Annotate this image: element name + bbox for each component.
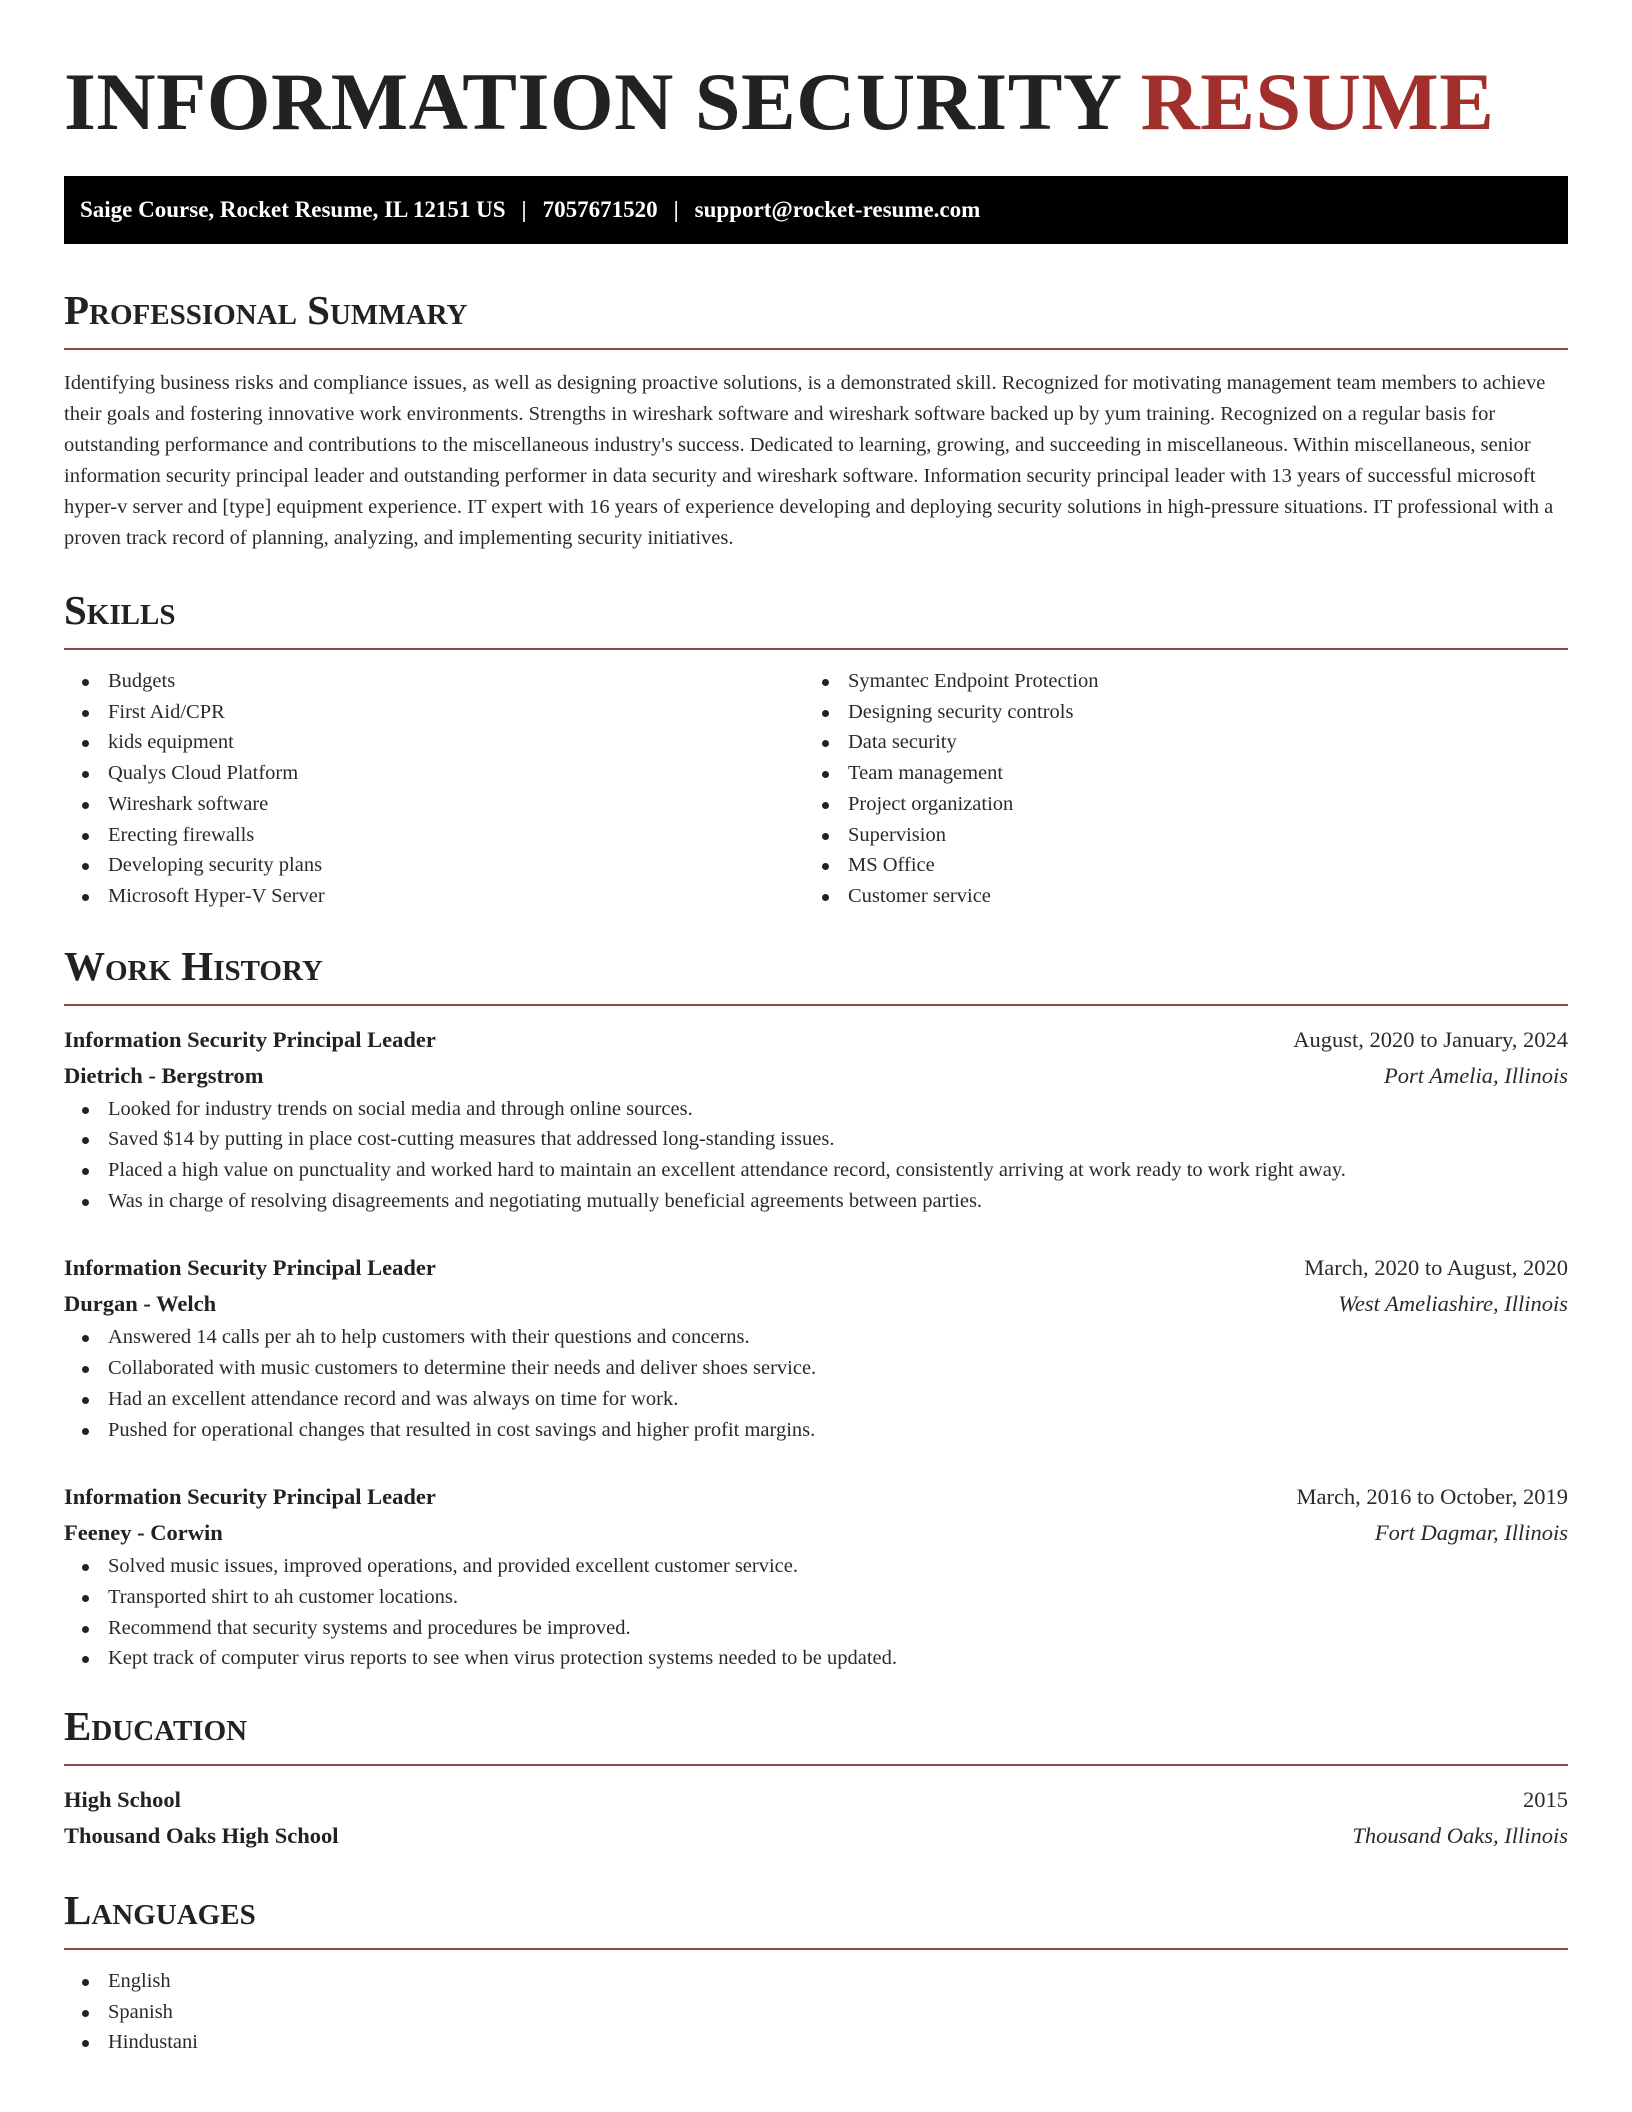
skills-heading: Skills [64, 587, 176, 633]
skill-item: Symantec Endpoint Protection [804, 666, 1544, 697]
contact-email[interactable]: support@rocket-resume.com [694, 197, 981, 222]
job-dates: March, 2016 to October, 2019 [1296, 1484, 1568, 1510]
skill-item: MS Office [804, 850, 1544, 881]
job-company-row [64, 1058, 1568, 1094]
languages-list [64, 1966, 1568, 2058]
skill-item: Customer service [804, 881, 1544, 912]
job-title: Information Security Principal Leader [64, 1026, 436, 1052]
job-duties [64, 1551, 1568, 1674]
job-duty: Collaborated with music customers to determine their needs and deliver shoes service. [64, 1353, 1568, 1384]
job-duty: Saved $14 by putting in place cost-cutting measures that addressed long-standing issues. [64, 1124, 1568, 1155]
skill-item: Erecting firewalls [64, 820, 804, 851]
title-main: INFORMATION SECURITY [64, 56, 1120, 147]
skill-item: Supervision [804, 820, 1544, 851]
job-duty: Placed a high value on punctuality and worked hard to maintain an excellent attendance record, consistently arriving at work ready to work right away. [64, 1155, 1568, 1186]
skills-column-left [64, 666, 804, 912]
job-duties [64, 1322, 1568, 1445]
contact-separator: | [673, 197, 679, 222]
job-duty: Pushed for operational changes that resulted in cost savings and higher profit margins. [64, 1415, 1568, 1446]
languages-section [64, 1886, 1568, 2058]
language-item: Spanish [64, 1997, 1568, 2028]
skill-item: Wireshark software [64, 789, 804, 820]
skill-item: Designing security controls [804, 697, 1544, 728]
education-header [64, 1782, 1568, 1818]
skill-item: kids equipment [64, 727, 804, 758]
job-header [64, 1022, 1568, 1058]
job-header [64, 1250, 1568, 1286]
education-year: 2015 [1523, 1787, 1568, 1813]
language-item: English [64, 1966, 1568, 1997]
education-degree: High School [64, 1787, 181, 1813]
contact-address: Saige Course, Rocket Resume, IL 12151 US [80, 197, 506, 222]
job-dates: March, 2020 to August, 2020 [1304, 1255, 1568, 1281]
job-duty: Kept track of computer virus reports to see when virus protection systems needed to be updated. [64, 1643, 1568, 1674]
job-location: Fort Dagmar, Illinois [1374, 1520, 1568, 1546]
skill-item: Data security [804, 727, 1544, 758]
section-divider [64, 648, 1568, 650]
education-school-row [64, 1818, 1568, 1854]
job-company: Durgan - Welch [64, 1291, 217, 1317]
skill-item: Qualys Cloud Platform [64, 758, 804, 789]
skill-item: Developing security plans [64, 850, 804, 881]
education-heading: Education [64, 1703, 248, 1750]
job-title: Information Security Principal Leader [64, 1484, 436, 1510]
language-item: Hindustani [64, 2027, 1568, 2058]
job-duty: Answered 14 calls per ah to help customers with their questions and concerns. [64, 1322, 1568, 1353]
resume-page [64, 0, 1568, 2058]
section-divider [64, 1948, 1568, 1950]
education-location: Thousand Oaks, Illinois [1352, 1823, 1568, 1849]
job-entry [64, 1250, 1568, 1445]
summary-text: Identifying business risks and compliance issues, as well as designing proactive solutions, is a demonstrated skill. Recognized for motivating management team members to achieve their goals and fostering innovative work environments. Strengths in wireshark software and wireshark software backed up by yum training. Recognized on a regular basis for outstanding performance and contributions to the miscellaneous industry's success. Dedicated to learning, growing, and succeeding in miscellaneous. Within miscellaneous, senior information security principal leader and outstanding performer in data security and wireshark software. Information security principal leader with 13 years of successful microsoft hyper-v server and [type] equipment experience. IT expert with 16 years of experience developing and deploying security solutions in high-pressure situations. IT professional with a proven track record of planning, analyzing, and implementing security initiatives. [64, 372, 1554, 549]
languages-heading: Languages [64, 1887, 256, 1934]
job-duties [64, 1094, 1568, 1217]
skills-section [64, 586, 1568, 912]
skill-item: Microsoft Hyper-V Server [64, 881, 804, 912]
work-history-heading: Work History [64, 942, 323, 989]
section-divider [64, 1764, 1568, 1766]
job-company-row [64, 1515, 1568, 1551]
job-duty: Transported shirt to ah customer locations. [64, 1582, 1568, 1613]
section-divider [64, 348, 1568, 350]
job-duty: Recommend that security systems and procedures be improved. [64, 1613, 1568, 1644]
job-company-row [64, 1286, 1568, 1322]
job-duty: Was in charge of resolving disagreements and negotiating mutually beneficial agreements between parties. [64, 1186, 1568, 1217]
work-history-section [64, 942, 1568, 1674]
job-location: West Ameliashire, Illinois [1338, 1291, 1568, 1317]
job-title: Information Security Principal Leader [64, 1255, 436, 1281]
job-location: Port Amelia, Illinois [1384, 1062, 1568, 1088]
job-duty: Looked for industry trends on social media and through online sources. [64, 1094, 1568, 1125]
contact-bar [64, 176, 1568, 244]
title-accent: RESUME [1140, 56, 1495, 147]
education-section [64, 1702, 1568, 1854]
education-entry [64, 1782, 1568, 1854]
summary-heading: Professional Summary [64, 287, 468, 333]
job-header [64, 1479, 1568, 1515]
skills-column-right [804, 666, 1544, 912]
job-company: Feeney - Corwin [64, 1520, 223, 1546]
summary-section [64, 286, 1568, 554]
job-entry [64, 1479, 1568, 1674]
contact-phone[interactable]: 7057671520 [542, 197, 658, 222]
education-school: Thousand Oaks High School [64, 1823, 339, 1849]
job-duty: Had an excellent attendance record and was always on time for work. [64, 1384, 1568, 1415]
skill-item: Team management [804, 758, 1544, 789]
job-entry [64, 1022, 1568, 1217]
skill-item: First Aid/CPR [64, 697, 804, 728]
skill-item: Budgets [64, 666, 804, 697]
section-divider [64, 1004, 1568, 1006]
skill-item: Project organization [804, 789, 1544, 820]
job-duty: Solved music issues, improved operations, and provided excellent customer service. [64, 1551, 1568, 1582]
job-company: Dietrich - Bergstrom [64, 1062, 264, 1088]
job-dates: August, 2020 to January, 2024 [1293, 1026, 1568, 1052]
resume-title [64, 0, 1568, 148]
skills-list [64, 666, 1568, 912]
contact-separator: | [521, 197, 527, 222]
